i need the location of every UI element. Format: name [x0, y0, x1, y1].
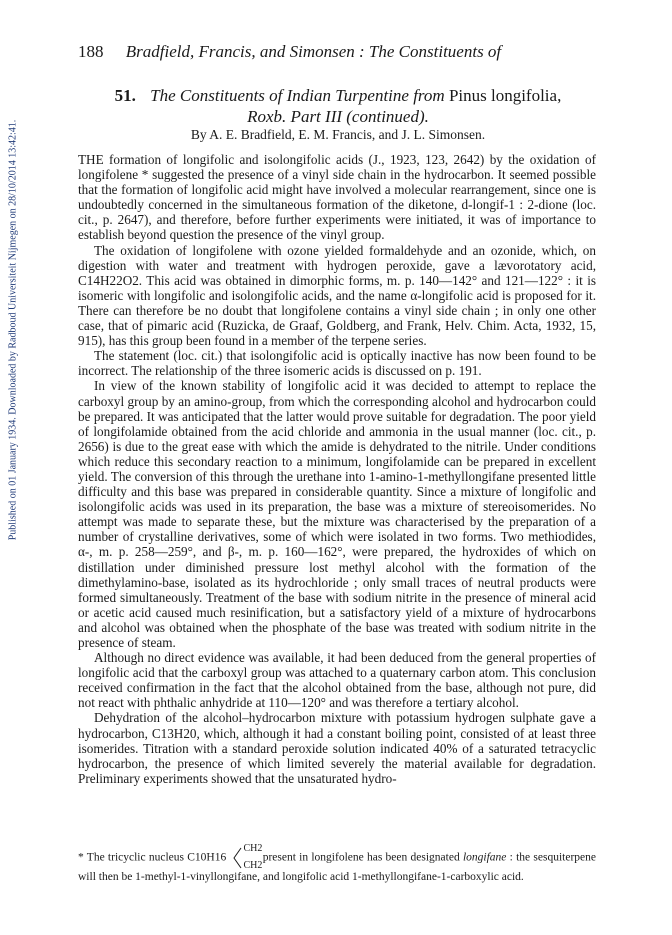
sidebar-provenance-text: Published on 01 January 1934. Downloaded by Radboud Universiteit Nijmegen on 28/10/2014 13:42:41.: [7, 119, 19, 541]
formula-top: CH2: [243, 843, 263, 854]
paragraph-1: THE formation of longifolic and isolongifolic acids (J., 1923, 123, 2642) by the oxidation of longifolene * suggested the presence of a vinyl side chain in the hydrocarbon. It seemed possible that the formation of longifolic acid might have involved a molecular rearrangement, since one is undoubtedly concerned in the simultaneous formation of the diketone, d-longif-1 : 2-dione (loc. cit., p. 2647), and therefore, before further experiments were initiated, it was of importance to establish beyond question the presence of the vinyl group.: [78, 152, 596, 243]
title-line-2: Roxb. Part III (continued).: [247, 107, 429, 126]
paragraph-5: Although no direct evidence was available, it had been deduced from the general properties of longifolic acid that the carboxyl group was attached to a quaternary carbon atom. This conclusion received confirmation in the fact that the alcohol obtained from the base, although not pure, did not react with phthalic anhydride at 110—120° and was therefore a tertiary alcohol.: [78, 650, 596, 711]
article-body: [78, 152, 596, 786]
footnote-text-mid: present in longifolene has been designated: [262, 851, 460, 864]
footnote: [78, 843, 596, 884]
footnote-marker: *: [78, 851, 84, 864]
formula-bottom: CH2: [243, 860, 263, 871]
bridge-formula: [231, 843, 263, 871]
footnote-text-after: : the sesquiterpene will then be 1-methyl-1-vinyllongifane, and longifolic acid 1-methyllongifane-1-carboxylic acid.: [78, 851, 596, 883]
article-title: [78, 85, 598, 127]
title-italic-part: The Constituents of Indian Turpentine from: [150, 86, 445, 105]
running-title: Bradfield, Francis, and Simonsen : The Constituents of: [125, 42, 502, 61]
download-sidebar: [2, 0, 24, 935]
paragraph-3: The statement (loc. cit.) that isolongifolic acid is optically inactive has now been found to be incorrect. The relationship of the three isomeric acids is discussed on p. 191.: [78, 348, 596, 379]
article-number: 51.: [114, 86, 136, 105]
title-roman-part: Pinus longifolia,: [448, 86, 562, 105]
running-header: [78, 42, 501, 62]
paragraph-2: The oxidation of longifolene with ozone yielded formaldehyde and an ozonide, which, on digestion with water and treatment with hydrogen peroxide, gave a lævorotatory acid, C14H22O2. This acid was obtained in dimorphic forms, m. p. 140—142° and 121—122° : it is isomeric with longifolic and isolongifolic acids, and the name α-longifolic acid is proposed for it. There can therefore be no doubt that longifolene contains a vinyl side chain ; in only one other case, that of pimaric acid (Ruzicka, de Graaf, Goldberg, and Frank, Helv. Chim. Acta, 1932, 15, 915), has this group been found in a member of the terpene series.: [78, 242, 596, 349]
page-number: 188: [78, 42, 104, 61]
paragraph-6: Dehydration of the alcohol–hydrocarbon mixture with potassium hydrogen sulphate gave a hydrocarbon, C13H20, which, although it had a constant boiling point, consisted of at least three isomerides. Titration with a standard peroxide solution indicated 40% of a saturated tetracyclic hydrocarbon, the presence of which limited severely the material available for degradation. Preliminary experiments showed that the unsaturated hydro-: [78, 710, 596, 786]
author-line: By A. E. Bradfield, E. M. Francis, and J. L. Simonsen.: [190, 127, 486, 142]
footnote-text-before: The tricyclic nucleus C10H16: [86, 851, 227, 864]
paragraph-4: In view of the known stability of longifolic acid it was decided to attempt to replace the carboxyl group by an amino-group, from which the corresponding alcohol and hydrocarbon could be prepared. It was anticipated that the latter would prove suitable for degradation. The poor yield of longifolamide obtained from the acid chloride and ammonia in the usual manner (loc. cit., p. 2656) is due to the great ease with which the amide is dehydrated to the nitrile. Under conditions which reduce this secondary reaction to a minimum, longifolamide can be prepared in excellent yield. The conversion of this through the urethane into 1-amino-1-methyllongifane presented little difficulty and this base was prepared in considerable quantity. Since a mixture of longifolic and isolongifolic acids was used in its preparation, the base was a mixture of stereoisomerides. No attempt was made to separate these, but the mixture was characterised by the preparation of a number of crystalline derivatives, some of which were isolated in two forms. Two methiodides, α-, m. p. 258—259°, and β-, m. p. 160—162°, were prepared, the hydroxides of which on distillation under diminished pressure lost methyl alcohol with the formation of the dimethylamino-base, isolated as its hydrochloride ; only small traces of neutral products were formed simultaneously. Treatment of the base with sodium nitrite in the presence of mineral acid or acetic acid caused much resinification, but a satisfactory yield of a mixture of hydrocarbons and alcohol was obtained when the phosphate of the base was treated with sodium nitrite in the presence of steam.: [78, 378, 596, 650]
footnote-name: longifane: [462, 851, 507, 864]
